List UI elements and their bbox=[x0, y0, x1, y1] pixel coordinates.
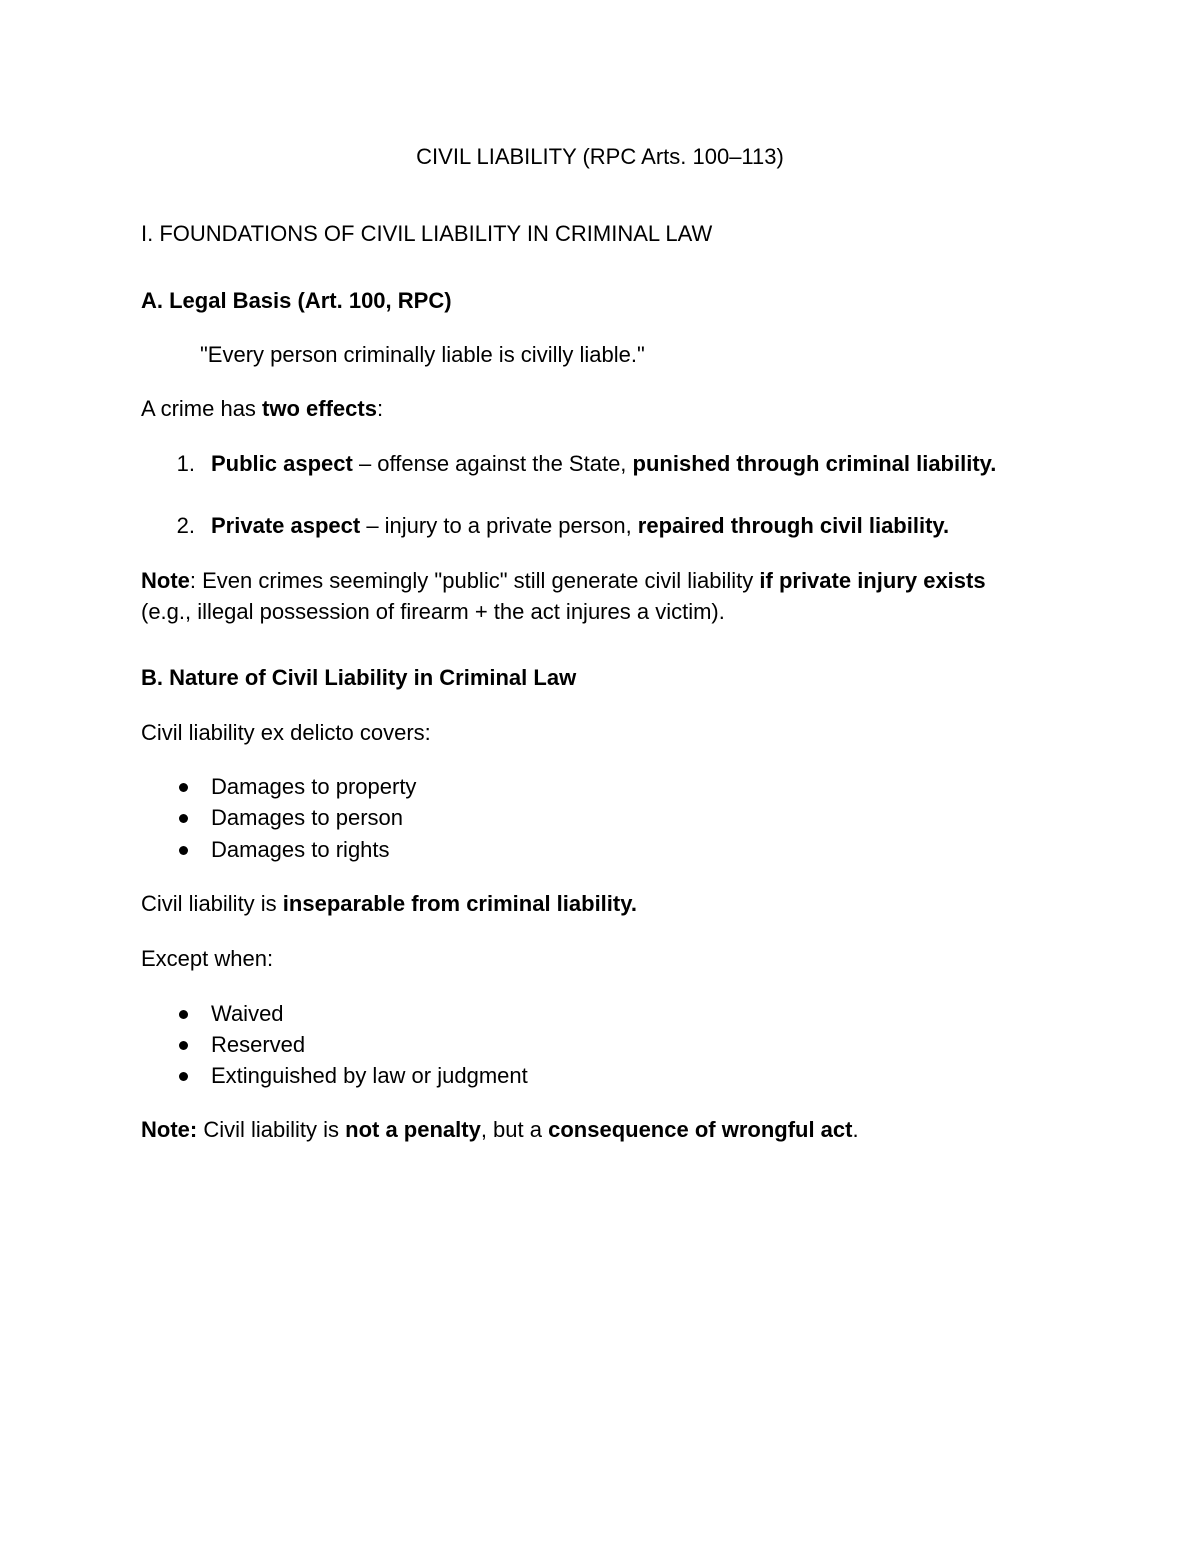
list-item-text: – offense against the State, bbox=[352, 451, 633, 476]
note-paragraph-line-1 bbox=[141, 567, 986, 595]
note-label: Note bbox=[141, 568, 190, 593]
note-label: Note: bbox=[141, 1117, 198, 1142]
list-item-text: Damages to property bbox=[211, 774, 417, 799]
note-text: Civil liability is bbox=[197, 1117, 346, 1142]
intro-text-post: : bbox=[376, 396, 384, 421]
bullet-icon bbox=[179, 1072, 188, 1081]
list-number: 2. bbox=[176, 513, 195, 538]
statement-text: Civil liability is bbox=[141, 891, 283, 916]
list-item-emphasis: repaired through civil liability. bbox=[637, 513, 950, 538]
bullet-icon bbox=[179, 1010, 188, 1019]
note-text: : Even crimes seemingly "public" still generate civil liability bbox=[189, 568, 760, 593]
bullet-icon bbox=[179, 1041, 188, 1050]
list-item-text: Reserved bbox=[211, 1032, 306, 1057]
note-text: , but a bbox=[480, 1117, 549, 1142]
intro-text-pre: A crime has bbox=[141, 396, 263, 421]
list-item-text: – injury to a private person, bbox=[360, 513, 638, 538]
except-intro: Except when: bbox=[141, 946, 274, 971]
list-item-text: Extinguished by law or judgment bbox=[211, 1063, 528, 1088]
note-emphasis: not a penalty bbox=[345, 1117, 481, 1142]
note-paragraph-line-2: (e.g., illegal possession of firearm + the act injures a victim). bbox=[141, 599, 725, 624]
bullet-icon bbox=[179, 814, 188, 823]
list-number: 1. bbox=[176, 451, 195, 476]
list-item-text: Damages to rights bbox=[211, 837, 390, 862]
bullet-icon bbox=[179, 783, 188, 792]
list-item-label: Public aspect bbox=[211, 451, 353, 476]
list-item-label: Private aspect bbox=[211, 513, 361, 538]
list-item-text: Damages to person bbox=[211, 805, 403, 830]
covers-intro: Civil liability ex delicto covers: bbox=[141, 720, 431, 745]
section-b-heading: B. Nature of Civil Liability in Criminal Law bbox=[141, 665, 577, 690]
note-emphasis: if private injury exists bbox=[759, 568, 986, 593]
list-item-text: Waived bbox=[211, 1001, 284, 1026]
document-title: CIVIL LIABILITY (RPC Arts. 100–113) bbox=[416, 144, 784, 169]
statement-emphasis: inseparable from criminal liability. bbox=[282, 891, 637, 916]
two-effects-intro bbox=[141, 395, 383, 423]
section-a-heading: A. Legal Basis (Art. 100, RPC) bbox=[141, 288, 452, 313]
inseparable-statement bbox=[141, 890, 637, 918]
bullet-icon bbox=[179, 846, 188, 855]
section-i-heading: I. FOUNDATIONS OF CIVIL LIABILITY IN CRIMINAL LAW bbox=[141, 221, 713, 246]
legal-basis-quote: "Every person criminally liable is civilly liable." bbox=[200, 342, 645, 367]
intro-text-bold: two effects bbox=[262, 396, 377, 421]
note-emphasis: consequence of wrongful act bbox=[548, 1117, 853, 1142]
note-text: . bbox=[852, 1117, 859, 1142]
final-note bbox=[141, 1116, 859, 1144]
list-item-emphasis: punished through criminal liability. bbox=[632, 451, 997, 476]
